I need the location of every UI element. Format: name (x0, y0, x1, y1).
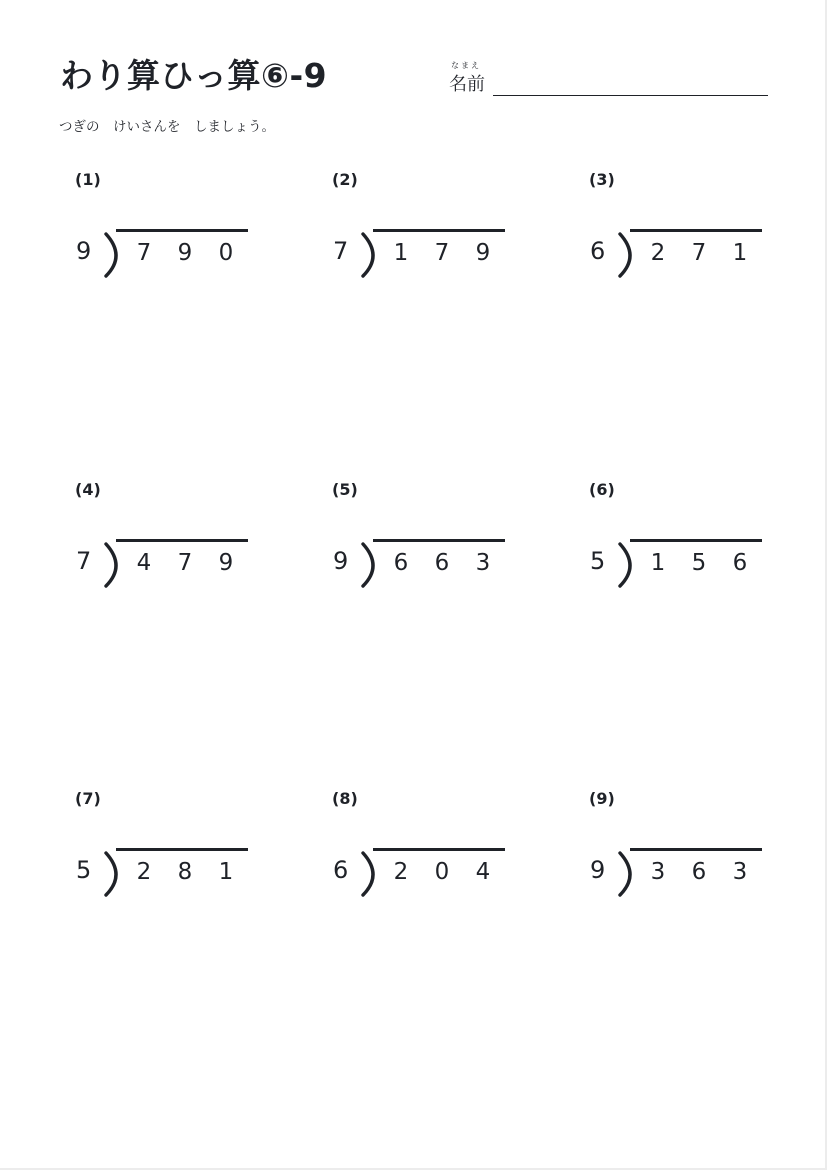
problem-label: (7) (75, 789, 101, 808)
problem-label: (5) (332, 480, 358, 499)
worksheet-title: わり算ひっ算⑥-9 (60, 56, 328, 95)
division-bar (373, 229, 505, 232)
dividend-digit: 9 (218, 550, 234, 576)
dividend-digit: 9 (177, 240, 193, 266)
division-bracket (618, 230, 638, 280)
dividend-digit: 1 (732, 240, 748, 266)
problem-label: (2) (332, 170, 358, 189)
problem-label: (1) (75, 170, 101, 189)
problem-3 (574, 170, 774, 266)
divisor: 6 (333, 856, 349, 884)
problem-label: (4) (75, 480, 101, 499)
dividend-digit: 5 (691, 550, 707, 576)
division-bar (116, 229, 248, 232)
dividend-digit: 6 (732, 550, 748, 576)
division-bar (630, 229, 762, 232)
dividend-digit: 2 (136, 859, 152, 885)
divisor: 5 (590, 547, 606, 575)
division-bracket (361, 849, 381, 899)
division-bracket (361, 540, 381, 590)
division-bracket (104, 849, 124, 899)
divisor: 7 (333, 237, 349, 265)
problem-4 (60, 480, 260, 576)
dividend-digit: 6 (434, 550, 450, 576)
division-bracket (104, 230, 124, 280)
problem-9 (574, 789, 774, 885)
division-bar (630, 848, 762, 851)
division-bracket (618, 540, 638, 590)
divisor: 5 (76, 856, 92, 884)
division-bar (630, 539, 762, 542)
name-ruby: なまえ (451, 61, 481, 70)
division-bar (116, 539, 248, 542)
dividend-digit: 8 (177, 859, 193, 885)
dividend-digit: 7 (177, 550, 193, 576)
dividend-digit: 7 (434, 240, 450, 266)
division-bracket (104, 540, 124, 590)
instruction-text: つぎの けいさんを しましょう。 (59, 119, 275, 135)
division-bar (373, 539, 505, 542)
name-write-line[interactable] (493, 95, 768, 96)
divisor: 9 (590, 856, 606, 884)
problem-8 (317, 789, 517, 885)
dividend-digit: 6 (393, 550, 409, 576)
divisor: 9 (76, 237, 92, 265)
problem-label: (9) (589, 789, 615, 808)
problem-2 (317, 170, 517, 266)
dividend-digit: 2 (393, 859, 409, 885)
division-bracket (361, 230, 381, 280)
dividend-digit: 7 (136, 240, 152, 266)
dividend-digit: 3 (732, 859, 748, 885)
division-bar (116, 848, 248, 851)
division-bracket (618, 849, 638, 899)
dividend-digit: 1 (650, 550, 666, 576)
divisor: 7 (76, 547, 92, 575)
dividend-digit: 7 (691, 240, 707, 266)
dividend-digit: 1 (218, 859, 234, 885)
name-label: 名前 (449, 74, 485, 95)
problem-label: (3) (589, 170, 615, 189)
dividend-digit: 3 (475, 550, 491, 576)
name-field (449, 60, 769, 100)
problem-6 (574, 480, 774, 576)
dividend-digit: 0 (434, 859, 450, 885)
problem-5 (317, 480, 517, 576)
problem-label: (8) (332, 789, 358, 808)
problem-label: (6) (589, 480, 615, 499)
dividend-digit: 4 (475, 859, 491, 885)
dividend-digit: 3 (650, 859, 666, 885)
dividend-digit: 2 (650, 240, 666, 266)
problem-1 (60, 170, 260, 266)
division-bar (373, 848, 505, 851)
dividend-digit: 4 (136, 550, 152, 576)
dividend-digit: 6 (691, 859, 707, 885)
dividend-digit: 0 (218, 240, 234, 266)
divisor: 6 (590, 237, 606, 265)
dividend-digit: 9 (475, 240, 491, 266)
dividend-digit: 1 (393, 240, 409, 266)
divisor: 9 (333, 547, 349, 575)
problem-7 (60, 789, 260, 885)
